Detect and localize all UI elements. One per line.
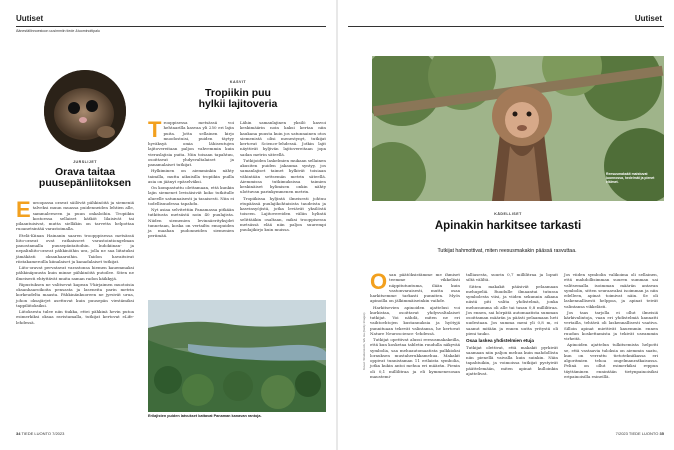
- flying-squirrel-photo: [44, 70, 126, 152]
- header-rule-right: [348, 26, 664, 27]
- article1-paragraph: Liito-oravat pervatavat varastonsa hiemen kauemmaksi pähkinäpuusta kuin minne pähkinöitä putoilee. Siten ne ilmeisesti ehtyttävät muita saman radon käikkyjä.: [16, 265, 134, 281]
- header-rule-left: [16, 26, 326, 27]
- macaque-paragraph: Tutkijat opettivat alussi reesusmakakeilla, että kun kosketaa tabletin ruudulla näkyvää symbolia, saa mehuautomaatista palkkioksi lorauksen mustaherukkamehua. Makakit oppivat tunnistaman 11 erilaista symbolia, jotka kukin antoi mehua eri määrän. Pienin oli 0,1 millilitraa ja eli kymmenesosan maustemi-: [370, 337, 460, 379]
- photo-credit: Kuvat: Shutterstock, Wu Ha (Getty Images): [362, 312, 366, 370]
- macaque-body-col2: [466, 272, 558, 377]
- macaque-paragraph: Sitten makakit pääsivät pelaamaan mehupeliä. Ruudulle ilmaantui tutussa symbolesta viisi, ja viiden sekunnin aikana niistä piti valita yhdistelmä, jonka mehusumma oli alle tai tasan 0,8 millilitraa. Jos ennen, sai hörpätä automaatista summan osoittaman määrän ja päästi pelaamaan heti uudestaan. Jos summa meni yli 0,8 m, ei saanut mitään ja ennen uutta yritystä oli pieni tauko.: [466, 283, 558, 336]
- drop-cap: T: [148, 117, 162, 142]
- article2-paragraph: On kompastuttu olettamaan, että kunkin lajin siemenet levisäisivät koko tutkitulle alueelle satunnaisesti ja tasaisesti. Niin ei todellisuudessa tapahdu.: [148, 185, 234, 206]
- magazine-name-right: TIEDE LUONTO: [628, 431, 659, 436]
- section-tagline: Ääneställinnoestoon uusimmiin tiede &tuominoitipalu: [16, 29, 100, 33]
- macaque-paragraph: Apinoiden ajattelun tulkitsemista helpotti se, että vastaavia tuloksia on aiemmin saatu, kun on verrattu tietotekniikassa eri algoritmien tehoa ongelmanratkaisussa. Pelinä on ollut esimerkiksi reppun täyttäminen ennintään tietynpainoisiksi eripainoisilla esineillä.: [564, 342, 658, 379]
- article2-paragraph: Hylkiminen on aiemminkin nähty taimilla, mutta aikuisilla tropiikin puilla asia on jäänyt epäselväksi.: [148, 168, 234, 184]
- left-page: [0, 0, 336, 450]
- article2-title-line2: hylkii lajitoveria: [198, 98, 278, 111]
- macaque-subtitle: Tutkijat hahmottivat, miten reesusmakakin päässä rasvuttaa.: [437, 248, 577, 254]
- article2-body-col1: [148, 117, 234, 240]
- macaque-body-col1: [370, 269, 460, 380]
- macaque-kicker: KÄDELLISET: [494, 212, 522, 216]
- macaque-title: Apinakin harkitsee tarkasti: [434, 220, 582, 232]
- article2-kicker: KASVIT: [229, 80, 247, 84]
- article2-paragraph: Lähin samanlajinen yksilö kasvoi keskimäärin noin kaksi kertaa niin kaukana puusta kuin jos satunnainen otos siemenistä olisi menestynyt, tutkijat kertovat Science-lehdessä. Jotkin lajit näyttivät hyljivän lajitovereitaan jopa sadan metrin säteellä.: [240, 120, 326, 157]
- section-title-left: Uutiset: [16, 14, 44, 23]
- article1-kicker: JURSLIJET: [73, 160, 97, 164]
- canal-photo-caption: Erilajisten puiden latvukset kattavat Panaman kanavan rantoja.: [148, 414, 262, 418]
- macaque-paragraph: Tutkijat olettivat, että makakit pyrkivät saamaan niin paljon mehua kuin mahdollista niin pienellä vaivalla kuin suinkin. Näin tapahtuikin, ja voimoissa tutkijat pystyivät päättelemään, miten apinat kulloinkin ajattelivat.: [466, 344, 558, 376]
- article2-paragraph: Tutkijoiden laskelmien mukaan sellainen akusiten puiden jakauma syntyy, jos samanlajiset taimet hylkivät toisiaan vähintään settsemän metrin säteellä. Aiemmissa tutkimuksissa taimien keskinäiset hylimisen onkin nähty ulottuvan parinkymmenen metrin.: [240, 157, 326, 195]
- left-footer: [16, 431, 64, 436]
- macaque-subhead: Osaa laskea yhdistelmien etuja: [466, 338, 534, 343]
- article1-title: [12, 167, 158, 190]
- article2-title-line1: Tropiikin puu: [205, 87, 271, 99]
- drop-cap: O: [370, 269, 388, 294]
- article1-title-line1: Orava taitaa: [54, 166, 116, 178]
- panama-canal-photo: [148, 300, 326, 412]
- page-number-right: 35: [659, 431, 664, 436]
- macaque-paragraph: Osan päätöksistämme me ihmiset teemme vikkelästi näppitutuntuma, ilään kuin vastonvaraisesti, mutta osaa harkitsemme tarkasti punniten. Myös apinoilla on jälkimmäiseinkin vaihde.: [370, 269, 460, 304]
- drop-cap: E: [16, 197, 31, 222]
- section-title-right: Uutiset: [634, 14, 662, 23]
- macaque-paragraph: talliasesta, suurin 0,7 millilitraa ja lopuit siltä väliltä.: [466, 272, 558, 283]
- article2-paragraph: Trooppisessa metsässä voi hehtaarilla kasvaa yli 250 eri lajin puita. Jotta sellainen kirjo muodostuisi, puiden täytyy hyväksyä omia lähiseutujen lajitovereitaan paljon vahvemmin kuin vieraslajisia puita. Niin toisaan tapahtuu, osoittavat yhdysvaltalaiset ja panamalaiset tutkijat.: [148, 117, 234, 167]
- macaque-paragraph: Harkitsevien apinoiden ajattelusi voi kurkistaa, osoittavat yhdysvaltalaiset tutkijat. Voi nähdä, miten ne eri vaihtoehtojen kustannuksia ja hyötyjä punnituaan tekevät valintansa, he kertovat Nature Neuroscience -lehdessä.: [370, 304, 460, 336]
- macaque-photo-caption: Reesusmakakit maistuvat luonnossa, hedelmät ja pienet eläimet.: [606, 172, 655, 185]
- macaque-paragraph: Jos viiden symbolin valikoima oli sellainen, että mahdollisimman suuren summan sai valitsemalla isoimman määrän antavan symbolin, sitten seuraavaksi isoimman ja niin edelleen, apinat toimivat näin. Se oli laskennallisesti helppoa, ja apinat teivät valintansa vikkelästi.: [564, 272, 658, 309]
- article1-paragraph: Etelä-Kiinan Hainanin saaren troopppisessa metsässä liito-oravat ovat ratkaisseet varastointiongelman panostamalla puusepäntaitoihin. Indokiinan- ja nepalinliito-oravat pähkinöihin ura, jolla ne saa liitatuksi jämäkästi oksanhaaroihin. Taidon havaitsivat riistakameroilla kiinalaiset ja kanadalaiset tutkijat.: [16, 232, 134, 264]
- right-page: [338, 0, 674, 450]
- macaque-paragraph: Jos taas tarjolla ei ollut ilmeisiä kärkivalintoja, vaan eri yhdistelmiä kannatti vertailla, tehtävä oli laskennallisesti vaativa. Silloin apinat miettivät kauemmin ennen ruudun koskettamista ja tekivät useammin virheitä.: [564, 309, 658, 341]
- article2-title: [170, 88, 306, 111]
- article1-paragraph: Ripustuksen ne valitsevat kapean Y-kirjaimen muotoisia oksanhaaroikoita pensasta ja laseneita parin metrin korkeudelta maasta. Pähkinänkuoreen ne jyrsivät urua, johon oksajärjet asettuvat kuin puusepän viestämiksi tappiliitoksiksi.: [16, 281, 134, 308]
- article1-paragraph: Euroopassa oravat säilövät pähkinöitä ja siemeniä talveksi muun muassa puidenneiden lehtien alle, sammaleeseen ja puun onkaloihin. Tropiikin kostoessa sellaiset kätköt lilaisivät tai pilaantuisivat, mutta sielläkin on tarvetta helpottaa ruoanetsintää varastoimalla.: [16, 197, 134, 232]
- article2-body-col2: [240, 120, 326, 233]
- article2-paragraph: Nyt asiaa selvitettiin Panamassa pitkään tutkitusta metsästä noin 40 puulajista. Niiden siemenien levinnäerityksjdet tunnetaan, koska on vertailtu emopuiden ja maahan pudonneiden siemenien periimää.: [148, 207, 234, 239]
- page-number-left: 34: [16, 431, 21, 436]
- macaque-body-col3: [564, 272, 658, 380]
- issue-right: 7/2023: [615, 431, 628, 436]
- right-footer: [616, 431, 664, 436]
- article1-paragraph: Liitoksesta tulee niin tiukka, ettei pähkinä hevin putoa esimerkiksi oksaa ravistamalla, tutkijat kertovat eLife-lehdessä.: [16, 309, 134, 325]
- article1-title-line2: puusepänliitoksen: [38, 177, 132, 190]
- issue-left: 7/2023: [52, 431, 65, 436]
- article1-body: [16, 197, 134, 326]
- article2-paragraph: Tropiikissa hyljintä ilmeisesti johtuu etupäässä puulajikohtaisista taudeista ja kasvinsyöjistä, jotka leviävät yksilöstä toiseen. Lajitovereiden väliin hylintä selittääkin osaltaan, miksi trooppisessa metsässä elää niin paljon suurempi puulajikirjo kuin muissa.: [240, 195, 326, 232]
- magazine-name-left: TIEDE LUONTO: [21, 431, 51, 436]
